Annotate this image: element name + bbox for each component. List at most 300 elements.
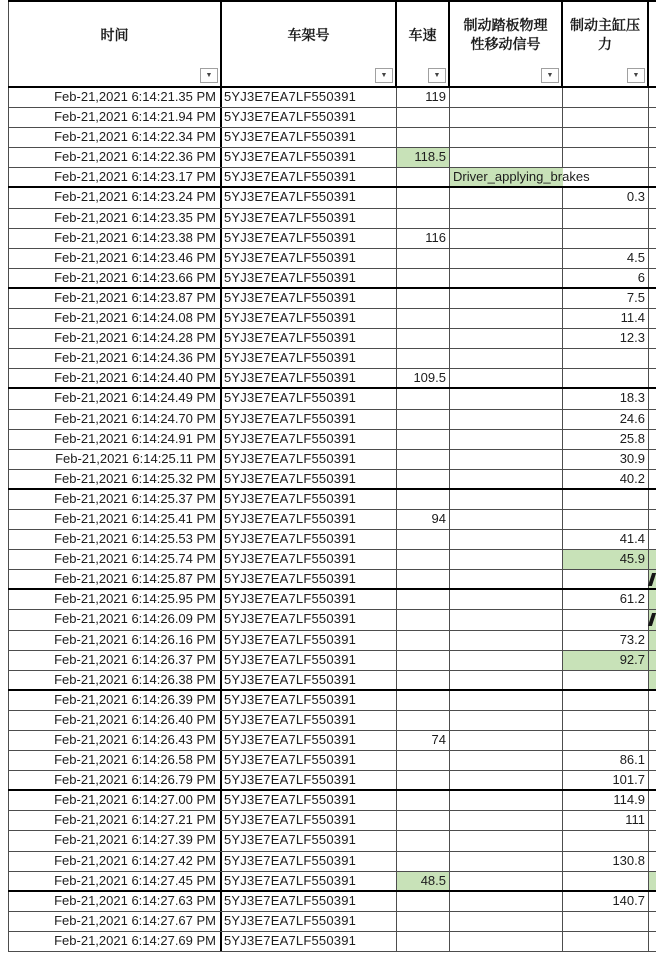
cell-speed[interactable] [397, 671, 450, 689]
cell-master-cylinder-pressure[interactable] [563, 88, 649, 107]
cell-brake-pedal-signal[interactable] [450, 168, 590, 186]
cell-time[interactable]: Feb-21,2021 6:14:26.79 PM [8, 771, 222, 789]
filter-dropdown-button[interactable] [375, 68, 393, 83]
cell-vin[interactable]: 5YJ3E7EA7LF550391 [222, 631, 397, 650]
cell-brake-pedal-signal[interactable] [450, 510, 563, 529]
cell-time[interactable]: Feb-21,2021 6:14:23.24 PM [8, 188, 222, 207]
cell-vin[interactable]: 5YJ3E7EA7LF550391 [222, 450, 397, 469]
cell-time[interactable]: Feb-21,2021 6:14:23.35 PM [8, 209, 222, 228]
cell-speed[interactable] [397, 771, 450, 789]
cell-speed[interactable] [397, 932, 450, 951]
cell-time[interactable]: Feb-21,2021 6:14:26.58 PM [8, 751, 222, 770]
cell-clipped-next-column [649, 590, 656, 609]
cell-time[interactable]: Feb-21,2021 6:14:27.63 PM [8, 892, 222, 911]
cell-time[interactable]: Feb-21,2021 6:14:24.49 PM [8, 389, 222, 408]
cell-clipped-next-column [649, 912, 656, 931]
cell-clipped-next-column [649, 249, 656, 268]
cell-speed[interactable]: 48.5 [397, 872, 450, 890]
cell-speed[interactable] [397, 450, 450, 469]
cell-master-cylinder-pressure[interactable] [563, 912, 649, 931]
cell-master-cylinder-pressure[interactable] [563, 711, 649, 730]
table-row [8, 369, 656, 389]
cell-speed[interactable] [397, 631, 450, 650]
cell-speed[interactable] [397, 249, 450, 268]
table-row [8, 791, 656, 811]
cell-time[interactable]: Feb-21,2021 6:14:26.16 PM [8, 631, 222, 650]
cell-speed[interactable] [397, 550, 450, 569]
cell-time[interactable]: Feb-21,2021 6:14:25.87 PM [8, 570, 222, 588]
table-body [8, 88, 656, 952]
cell-vin[interactable]: 5YJ3E7EA7LF550391 [222, 88, 397, 107]
cell-time[interactable]: Feb-21,2021 6:14:23.87 PM [8, 289, 222, 308]
cell-brake-pedal-signal[interactable] [450, 631, 563, 650]
table-row [8, 631, 656, 651]
table-row [8, 108, 656, 128]
cell-brake-pedal-signal[interactable] [450, 249, 563, 268]
cell-master-cylinder-pressure[interactable] [563, 731, 649, 750]
table-row [8, 128, 656, 148]
cell-brake-pedal-signal[interactable] [450, 932, 563, 951]
cell-speed[interactable] [397, 309, 450, 328]
cell-brake-pedal-signal[interactable] [450, 229, 563, 248]
cell-vin[interactable]: 5YJ3E7EA7LF550391 [222, 188, 397, 207]
cell-clipped-next-column [649, 490, 656, 509]
cell-brake-pedal-signal[interactable] [450, 108, 563, 127]
cell-clipped-next-column [649, 329, 656, 348]
table-row [8, 269, 656, 289]
cell-master-cylinder-pressure[interactable] [563, 831, 649, 850]
cell-clipped-next-column [649, 229, 656, 248]
cell-master-cylinder-pressure[interactable] [563, 229, 649, 248]
cell-clipped-next-column [649, 108, 656, 127]
cell-speed[interactable] [397, 751, 450, 770]
cell-brake-pedal-signal[interactable] [450, 651, 563, 670]
cell-master-cylinder-pressure[interactable]: 0.3 [563, 188, 649, 207]
cell-vin[interactable]: 5YJ3E7EA7LF550391 [222, 852, 397, 871]
cell-time[interactable]: Feb-21,2021 6:14:24.08 PM [8, 309, 222, 328]
cell-vin[interactable]: 5YJ3E7EA7LF550391 [222, 751, 397, 770]
cell-brake-pedal-signal[interactable] [450, 289, 563, 308]
cell-vin[interactable]: 5YJ3E7EA7LF550391 [222, 671, 397, 689]
cell-clipped-next-column [649, 550, 656, 569]
cell-vin[interactable]: 5YJ3E7EA7LF550391 [222, 329, 397, 348]
cell-master-cylinder-pressure[interactable]: 73.2 [563, 631, 649, 650]
cell-master-cylinder-pressure[interactable] [563, 872, 649, 890]
cell-clipped-next-column [649, 269, 656, 287]
cell-brake-pedal-signal[interactable] [450, 892, 563, 911]
cell-master-cylinder-pressure[interactable] [563, 510, 649, 529]
table-row [8, 590, 656, 610]
cell-time[interactable]: Feb-21,2021 6:14:26.38 PM [8, 671, 222, 689]
signal-text: Driver_applying_brakes [453, 169, 590, 185]
cell-speed[interactable] [397, 168, 450, 186]
cell-master-cylinder-pressure[interactable]: 111 [563, 811, 649, 830]
cell-time[interactable]: Feb-21,2021 6:14:21.35 PM [8, 88, 222, 107]
cell-brake-pedal-signal[interactable] [450, 530, 563, 549]
cell-master-cylinder-pressure[interactable]: 7.5 [563, 289, 649, 308]
cell-brake-pedal-signal[interactable] [450, 470, 563, 488]
cell-vin[interactable]: 5YJ3E7EA7LF550391 [222, 550, 397, 569]
table-row [8, 671, 656, 691]
cell-clipped-next-column [649, 510, 656, 529]
cell-vin[interactable]: 5YJ3E7EA7LF550391 [222, 570, 397, 588]
cell-brake-pedal-signal[interactable] [450, 450, 563, 469]
cell-master-cylinder-pressure[interactable] [563, 209, 649, 228]
cell-master-cylinder-pressure[interactable]: 40.2 [563, 470, 649, 488]
cell-time[interactable]: Feb-21,2021 6:14:25.37 PM [8, 490, 222, 509]
cell-brake-pedal-signal[interactable] [450, 671, 563, 689]
cell-time[interactable]: Feb-21,2021 6:14:21.94 PM [8, 108, 222, 127]
cell-brake-pedal-signal[interactable] [450, 329, 563, 348]
table-row [8, 711, 656, 731]
column-title-brake-pedal-signal: 制动踏板物理性移动信号 [463, 17, 548, 52]
cell-clipped-next-column [649, 932, 656, 951]
cell-time[interactable]: Feb-21,2021 6:14:23.17 PM [8, 168, 222, 186]
cell-time[interactable]: Feb-21,2021 6:14:26.40 PM [8, 711, 222, 730]
table-row [8, 872, 656, 892]
filter-dropdown-icon: ▼ [433, 72, 441, 79]
cell-time[interactable]: Feb-21,2021 6:14:26.39 PM [8, 691, 222, 710]
cell-master-cylinder-pressure[interactable] [563, 148, 649, 167]
cell-master-cylinder-pressure[interactable] [563, 691, 649, 710]
cell-speed[interactable] [397, 691, 450, 710]
column-title-vin: 车架号 [287, 26, 330, 43]
cell-clipped-next-column [649, 168, 656, 186]
cell-vin[interactable]: 5YJ3E7EA7LF550391 [222, 831, 397, 850]
cell-speed[interactable] [397, 590, 450, 609]
cell-vin[interactable]: 5YJ3E7EA7LF550391 [222, 811, 397, 830]
cell-brake-pedal-signal[interactable] [450, 570, 563, 588]
cell-time[interactable]: Feb-21,2021 6:14:27.42 PM [8, 852, 222, 871]
header-cell-vin[interactable] [222, 2, 397, 86]
cell-vin[interactable]: 5YJ3E7EA7LF550391 [222, 651, 397, 670]
cell-time[interactable]: Feb-21,2021 6:14:23.46 PM [8, 249, 222, 268]
table-row [8, 912, 656, 932]
cell-speed[interactable]: 94 [397, 510, 450, 529]
cell-clipped-next-column [649, 369, 656, 387]
cell-vin[interactable]: 5YJ3E7EA7LF550391 [222, 490, 397, 509]
cell-time[interactable]: Feb-21,2021 6:14:27.39 PM [8, 831, 222, 850]
filter-dropdown-icon: ▼ [380, 72, 388, 79]
cell-vin[interactable]: 5YJ3E7EA7LF550391 [222, 892, 397, 911]
cell-brake-pedal-signal[interactable] [450, 691, 563, 710]
cell-speed[interactable]: 119 [397, 88, 450, 107]
cell-time[interactable]: Feb-21,2021 6:14:26.37 PM [8, 651, 222, 670]
cell-brake-pedal-signal[interactable] [450, 912, 563, 931]
cell-master-cylinder-pressure[interactable]: 25.8 [563, 430, 649, 449]
cell-clipped-next-column [649, 872, 656, 890]
cell-brake-pedal-signal[interactable] [450, 490, 563, 509]
cell-time[interactable]: Feb-21,2021 6:14:27.45 PM [8, 872, 222, 890]
cell-brake-pedal-signal[interactable] [450, 610, 563, 629]
cell-master-cylinder-pressure[interactable]: 61.2 [563, 590, 649, 609]
cell-brake-pedal-signal[interactable] [450, 711, 563, 730]
cell-speed[interactable] [397, 651, 450, 670]
cell-clipped-next-column [649, 811, 656, 830]
cell-clipped-next-column [649, 852, 656, 871]
cell-master-cylinder-pressure[interactable]: 92.7 [563, 651, 649, 670]
table-row [8, 610, 656, 630]
cell-vin[interactable]: 5YJ3E7EA7LF550391 [222, 349, 397, 368]
cell-clipped-next-column [649, 711, 656, 730]
cell-clipped-next-column [649, 309, 656, 328]
cell-speed[interactable]: 116 [397, 229, 450, 248]
cell-speed[interactable] [397, 811, 450, 830]
cell-clipped-next-column [649, 570, 656, 588]
table-row [8, 249, 656, 269]
cell-brake-pedal-signal[interactable] [450, 209, 563, 228]
cell-vin[interactable]: 5YJ3E7EA7LF550391 [222, 229, 397, 248]
cell-brake-pedal-signal[interactable] [450, 369, 563, 387]
column-title-speed: 车速 [408, 26, 437, 43]
cell-time[interactable]: Feb-21,2021 6:14:25.32 PM [8, 470, 222, 488]
cell-vin[interactable]: 5YJ3E7EA7LF550391 [222, 168, 397, 186]
cell-clipped-next-column [649, 389, 656, 408]
header-cell-master-cylinder-pressure[interactable] [563, 2, 649, 86]
cell-time[interactable]: Feb-21,2021 6:14:25.95 PM [8, 590, 222, 609]
cell-vin[interactable]: 5YJ3E7EA7LF550391 [222, 691, 397, 710]
cell-time[interactable]: Feb-21,2021 6:14:24.91 PM [8, 430, 222, 449]
cell-speed[interactable] [397, 831, 450, 850]
cell-master-cylinder-pressure[interactable]: 6 [563, 269, 649, 287]
column-title-master-cylinder-pressure: 制动主缸压力 [570, 17, 640, 52]
cell-vin[interactable]: 5YJ3E7EA7LF550391 [222, 731, 397, 750]
cell-master-cylinder-pressure[interactable]: 12.3 [563, 329, 649, 348]
cell-clipped-next-column [649, 289, 656, 308]
cell-master-cylinder-pressure[interactable]: 11.4 [563, 309, 649, 328]
clipped-text-mark [648, 613, 656, 626]
cell-brake-pedal-signal[interactable] [450, 349, 563, 368]
cell-clipped-next-column [649, 430, 656, 449]
cell-brake-pedal-signal[interactable] [450, 852, 563, 871]
cell-brake-pedal-signal[interactable] [450, 811, 563, 830]
cell-vin[interactable]: 5YJ3E7EA7LF550391 [222, 128, 397, 147]
cell-time[interactable]: Feb-21,2021 6:14:25.41 PM [8, 510, 222, 529]
cell-vin[interactable]: 5YJ3E7EA7LF550391 [222, 369, 397, 387]
table-row [8, 731, 656, 751]
table-row [8, 349, 656, 369]
cell-speed[interactable] [397, 530, 450, 549]
cell-clipped-next-column [649, 470, 656, 488]
cell-master-cylinder-pressure[interactable]: 24.6 [563, 410, 649, 429]
cell-speed[interactable] [397, 570, 450, 588]
cell-brake-pedal-signal[interactable] [450, 88, 563, 107]
cell-time[interactable]: Feb-21,2021 6:14:24.28 PM [8, 329, 222, 348]
cell-master-cylinder-pressure[interactable] [563, 610, 649, 629]
cell-vin[interactable]: 5YJ3E7EA7LF550391 [222, 249, 397, 268]
table-row [8, 329, 656, 349]
cell-brake-pedal-signal[interactable] [450, 751, 563, 770]
cell-time[interactable]: Feb-21,2021 6:14:23.66 PM [8, 269, 222, 287]
cell-speed[interactable] [397, 711, 450, 730]
cell-master-cylinder-pressure[interactable] [563, 932, 649, 951]
table-row [8, 892, 656, 912]
cell-clipped-next-column [649, 892, 656, 911]
cell-vin[interactable]: 5YJ3E7EA7LF550391 [222, 148, 397, 167]
cell-master-cylinder-pressure[interactable]: 114.9 [563, 791, 649, 810]
cell-vin[interactable]: 5YJ3E7EA7LF550391 [222, 711, 397, 730]
cell-master-cylinder-pressure[interactable] [563, 349, 649, 368]
cell-time[interactable]: Feb-21,2021 6:14:27.69 PM [8, 932, 222, 951]
table-row [8, 410, 656, 430]
cell-master-cylinder-pressure[interactable] [563, 108, 649, 127]
cell-vin[interactable]: 5YJ3E7EA7LF550391 [222, 771, 397, 789]
cell-speed[interactable] [397, 791, 450, 810]
cell-speed[interactable]: 74 [397, 731, 450, 750]
cell-clipped-next-column [649, 188, 656, 207]
cell-vin[interactable]: 5YJ3E7EA7LF550391 [222, 309, 397, 328]
cell-master-cylinder-pressure[interactable]: 4.5 [563, 249, 649, 268]
cell-speed[interactable]: 118.5 [397, 148, 450, 167]
cell-time[interactable]: Feb-21,2021 6:14:25.74 PM [8, 550, 222, 569]
cell-brake-pedal-signal[interactable] [450, 128, 563, 147]
cell-vin[interactable]: 5YJ3E7EA7LF550391 [222, 530, 397, 549]
cell-clipped-next-column [649, 631, 656, 650]
cell-time[interactable]: Feb-21,2021 6:14:24.40 PM [8, 369, 222, 387]
cell-time[interactable]: Feb-21,2021 6:14:27.00 PM [8, 791, 222, 810]
cell-speed[interactable]: 109.5 [397, 369, 450, 387]
header-cell-brake-pedal-signal[interactable] [450, 2, 563, 86]
cell-clipped-next-column [649, 751, 656, 770]
cell-speed[interactable] [397, 389, 450, 408]
table-row [8, 651, 656, 671]
cell-brake-pedal-signal[interactable] [450, 188, 563, 207]
cell-vin[interactable]: 5YJ3E7EA7LF550391 [222, 209, 397, 228]
cell-time[interactable]: Feb-21,2021 6:14:25.53 PM [8, 530, 222, 549]
cell-vin[interactable]: 5YJ3E7EA7LF550391 [222, 289, 397, 308]
table-row [8, 470, 656, 490]
filter-dropdown-button[interactable] [428, 68, 446, 83]
cell-master-cylinder-pressure[interactable]: 45.9 [563, 550, 649, 569]
cell-speed[interactable] [397, 892, 450, 911]
cell-vin[interactable]: 5YJ3E7EA7LF550391 [222, 510, 397, 529]
cell-vin[interactable]: 5YJ3E7EA7LF550391 [222, 430, 397, 449]
cell-master-cylinder-pressure[interactable]: 130.8 [563, 852, 649, 871]
cell-speed[interactable] [397, 430, 450, 449]
cell-vin[interactable]: 5YJ3E7EA7LF550391 [222, 389, 397, 408]
filter-dropdown-button[interactable] [541, 68, 559, 83]
cell-brake-pedal-signal[interactable] [450, 389, 563, 408]
cell-master-cylinder-pressure[interactable]: 30.9 [563, 450, 649, 469]
cell-brake-pedal-signal[interactable] [450, 550, 563, 569]
cell-time[interactable]: Feb-21,2021 6:14:25.11 PM [8, 450, 222, 469]
cell-time[interactable]: Feb-21,2021 6:14:24.36 PM [8, 349, 222, 368]
cell-master-cylinder-pressure[interactable]: 101.7 [563, 771, 649, 789]
table-row [8, 450, 656, 470]
cell-brake-pedal-signal[interactable] [450, 872, 563, 890]
cell-speed[interactable] [397, 852, 450, 871]
cell-speed[interactable] [397, 128, 450, 147]
cell-brake-pedal-signal[interactable] [450, 791, 563, 810]
cell-master-cylinder-pressure[interactable]: 140.7 [563, 892, 649, 911]
cell-time[interactable]: Feb-21,2021 6:14:26.43 PM [8, 731, 222, 750]
cell-vin[interactable]: 5YJ3E7EA7LF550391 [222, 410, 397, 429]
clipped-text-mark [648, 573, 656, 586]
cell-vin[interactable]: 5YJ3E7EA7LF550391 [222, 791, 397, 810]
cell-brake-pedal-signal[interactable] [450, 430, 563, 449]
cell-master-cylinder-pressure[interactable] [563, 369, 649, 387]
cell-brake-pedal-signal[interactable] [450, 590, 563, 609]
cell-speed[interactable] [397, 490, 450, 509]
cell-time[interactable]: Feb-21,2021 6:14:24.70 PM [8, 410, 222, 429]
table-row [8, 510, 656, 530]
cell-time[interactable]: Feb-21,2021 6:14:27.67 PM [8, 912, 222, 931]
cell-vin[interactable]: 5YJ3E7EA7LF550391 [222, 470, 397, 488]
cell-clipped-next-column [649, 831, 656, 850]
cell-vin[interactable]: 5YJ3E7EA7LF550391 [222, 108, 397, 127]
cell-time[interactable]: Feb-21,2021 6:14:22.34 PM [8, 128, 222, 147]
cell-time[interactable]: Feb-21,2021 6:14:27.21 PM [8, 811, 222, 830]
cell-master-cylinder-pressure[interactable] [563, 490, 649, 509]
cell-master-cylinder-pressure[interactable] [563, 671, 649, 689]
table-row [8, 550, 656, 570]
cell-speed[interactable] [397, 470, 450, 488]
cell-speed[interactable] [397, 209, 450, 228]
cell-vin[interactable]: 5YJ3E7EA7LF550391 [222, 610, 397, 629]
cell-speed[interactable] [397, 188, 450, 207]
cell-brake-pedal-signal[interactable] [450, 831, 563, 850]
cell-master-cylinder-pressure[interactable]: 18.3 [563, 389, 649, 408]
header-cell-speed[interactable] [397, 2, 450, 86]
filter-dropdown-icon: ▼ [546, 72, 554, 79]
cell-brake-pedal-signal[interactable] [450, 771, 563, 789]
table-row [8, 168, 656, 188]
cell-master-cylinder-pressure[interactable]: 86.1 [563, 751, 649, 770]
cell-time[interactable]: Feb-21,2021 6:14:23.38 PM [8, 229, 222, 248]
cell-brake-pedal-signal[interactable] [450, 410, 563, 429]
cell-speed[interactable] [397, 108, 450, 127]
table-row [8, 289, 656, 309]
cell-master-cylinder-pressure[interactable] [563, 570, 649, 588]
cell-clipped-next-column [649, 610, 656, 629]
cell-speed[interactable] [397, 289, 450, 308]
cell-vin[interactable]: 5YJ3E7EA7LF550391 [222, 932, 397, 951]
cell-brake-pedal-signal[interactable] [450, 309, 563, 328]
cell-clipped-next-column [649, 731, 656, 750]
table-row [8, 309, 656, 329]
cell-speed[interactable] [397, 610, 450, 629]
cell-speed[interactable] [397, 912, 450, 931]
cell-brake-pedal-signal[interactable] [450, 269, 563, 287]
table-row [8, 430, 656, 450]
cell-vin[interactable]: 5YJ3E7EA7LF550391 [222, 269, 397, 287]
cell-clipped-next-column [649, 148, 656, 167]
cell-time[interactable]: Feb-21,2021 6:14:22.36 PM [8, 148, 222, 167]
cell-master-cylinder-pressure[interactable] [563, 128, 649, 147]
cell-clipped-next-column [649, 530, 656, 549]
cell-brake-pedal-signal[interactable] [450, 148, 563, 167]
cell-speed[interactable] [397, 329, 450, 348]
cell-brake-pedal-signal[interactable] [450, 731, 563, 750]
cell-clipped-next-column [649, 771, 656, 789]
cell-vin[interactable]: 5YJ3E7EA7LF550391 [222, 912, 397, 931]
cell-vin[interactable]: 5YJ3E7EA7LF550391 [222, 590, 397, 609]
cell-speed[interactable] [397, 410, 450, 429]
header-cell-time[interactable] [8, 2, 222, 86]
cell-clipped-next-column [649, 410, 656, 429]
cell-time[interactable]: Feb-21,2021 6:14:26.09 PM [8, 610, 222, 629]
table-row [8, 771, 656, 791]
column-title-time: 时间 [100, 26, 129, 43]
filter-dropdown-button[interactable] [627, 68, 645, 83]
cell-speed[interactable] [397, 269, 450, 287]
filter-dropdown-button[interactable] [200, 68, 218, 83]
table-row [8, 570, 656, 590]
cell-speed[interactable] [397, 349, 450, 368]
cell-master-cylinder-pressure[interactable]: 41.4 [563, 530, 649, 549]
cell-vin[interactable]: 5YJ3E7EA7LF550391 [222, 872, 397, 890]
table-row [8, 852, 656, 872]
